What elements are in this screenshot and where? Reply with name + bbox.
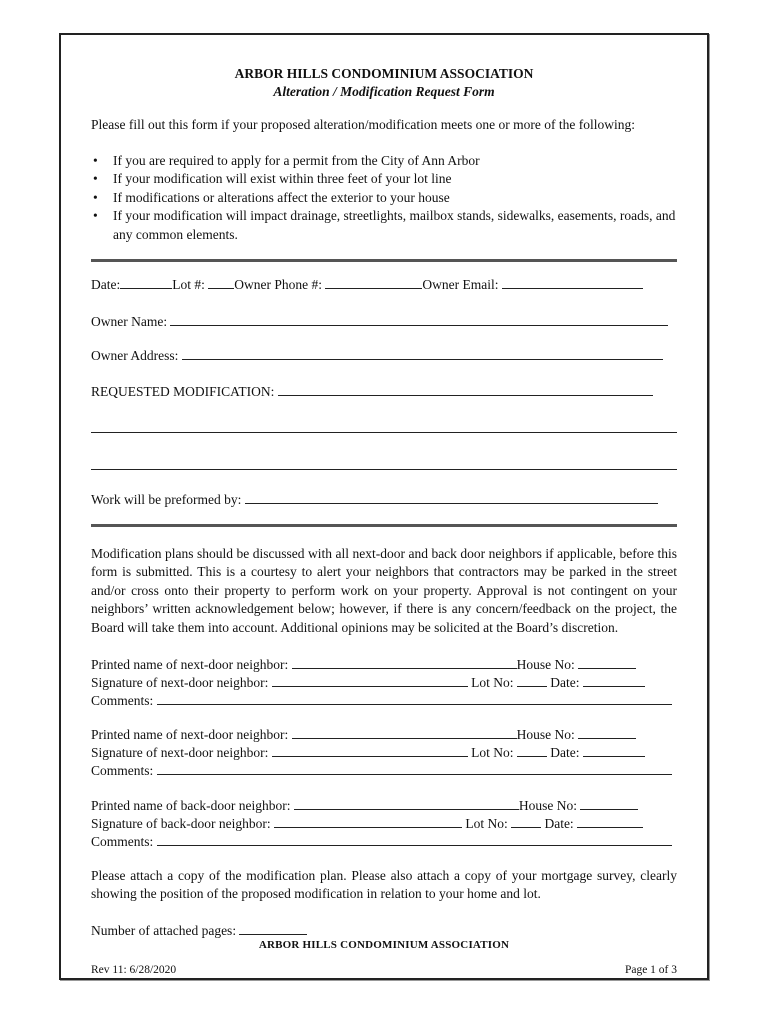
date-field[interactable]: [120, 275, 172, 289]
modification-field-line[interactable]: [91, 469, 677, 470]
neighbor-signature-field[interactable]: [272, 743, 468, 757]
neighbor-comments-row: Comments:: [91, 691, 677, 709]
revision-label: Rev 11: 6/28/2020: [91, 964, 177, 976]
association-title: ARBOR HILLS CONDOMINIUM ASSOCIATION: [234, 66, 534, 81]
list-item: • If you are required to apply for a permit from the City of Ann Arbor: [91, 152, 677, 170]
bullet-icon: •: [93, 171, 98, 187]
email-field[interactable]: [502, 275, 643, 289]
lot-number-field[interactable]: [517, 673, 547, 687]
signature-date-field[interactable]: [577, 814, 643, 828]
neighbor-signature-field[interactable]: [274, 814, 462, 828]
signature-date-field[interactable]: [583, 743, 645, 757]
intro-paragraph: Please fill out this form if your proposed alteration/modification meets one or more of the following:: [91, 117, 636, 132]
comments-field[interactable]: [157, 761, 672, 775]
owner-name-row: [91, 312, 677, 330]
comments-field[interactable]: [157, 691, 672, 705]
lot-number-field[interactable]: [517, 743, 547, 757]
attached-pages-row: [91, 921, 307, 939]
owner-address-label: Owner Address:: [91, 348, 179, 363]
neighbor-signature-row: Signature of next-door neighbor: Lot No: Date:: [91, 743, 645, 761]
lot-label: Lot #:: [172, 277, 205, 292]
lot-field[interactable]: [208, 275, 234, 289]
date-label: Date:: [91, 277, 121, 292]
owner-name-field[interactable]: [170, 312, 668, 326]
owner-address-field[interactable]: [182, 346, 663, 360]
form-subtitle: Alteration / Modification Request Form: [273, 84, 495, 99]
house-number-field[interactable]: [578, 725, 636, 739]
bullet-icon: •: [93, 189, 98, 205]
criteria-list: [91, 152, 677, 244]
attached-pages-field[interactable]: [239, 921, 307, 935]
work-performed-label: Work will be preformed by:: [91, 492, 242, 507]
bullet-icon: •: [93, 208, 98, 224]
modification-field-line[interactable]: [91, 432, 677, 433]
requested-modification-label: REQUESTED MODIFICATION:: [91, 384, 275, 399]
footer-association: ARBOR HILLS CONDOMINIUM ASSOCIATION: [258, 939, 510, 951]
list-item: • If your modification will exist within three feet of your lot line: [91, 170, 677, 188]
signature-date-field[interactable]: [583, 673, 645, 687]
house-number-field[interactable]: [580, 796, 638, 810]
work-performed-field[interactable]: [245, 490, 658, 504]
owner-info-row: [91, 275, 643, 293]
house-number-field[interactable]: [578, 655, 636, 669]
neighbor-signature-row: Signature of next-door neighbor: Lot No: Date:: [91, 673, 645, 691]
neighbor-signature-row: Signature of back-door neighbor: Lot No: Date:: [91, 814, 643, 832]
neighbor-name-field[interactable]: [292, 725, 517, 739]
list-item: • If modifications or alterations affect the exterior to your house: [91, 189, 677, 207]
neighbor-comments-row: Comments:: [91, 761, 677, 779]
comments-field[interactable]: [157, 832, 672, 846]
phone-label: Owner Phone #:: [234, 277, 322, 292]
attached-pages-label: Number of attached pages:: [91, 923, 237, 938]
phone-field[interactable]: [325, 275, 422, 289]
neighbor-printed-row: Printed name of next-door neighbor: House No:: [91, 655, 636, 673]
requested-modification-field[interactable]: [278, 382, 653, 396]
owner-address-row: [91, 346, 677, 364]
neighbor-signature-field[interactable]: [272, 673, 468, 687]
owner-name-label: Owner Name:: [91, 314, 168, 329]
lot-number-field[interactable]: [511, 814, 541, 828]
form-page: [59, 33, 709, 980]
attach-paragraph: Please attach a copy of the modification plan. Please also attach a copy of your mortgage survey, clearly showing the position of the proposed modification in relation to your home and lot.: [91, 868, 677, 902]
section-divider: [91, 259, 677, 262]
neighbor-name-field[interactable]: [294, 796, 519, 810]
email-label: Owner Email:: [422, 277, 499, 292]
requested-modification-row: [91, 382, 677, 400]
neighbor-printed-row: Printed name of back-door neighbor: House No:: [91, 796, 638, 814]
bullet-icon: •: [93, 153, 98, 168]
work-performed-row: [91, 490, 677, 508]
neighbor-printed-row: Printed name of next-door neighbor: House No:: [91, 725, 636, 743]
section-divider: [91, 524, 677, 527]
neighbor-name-field[interactable]: [292, 655, 517, 669]
page-number: Page 1 of 3: [624, 964, 677, 976]
neighbor-comments-row: Comments:: [91, 832, 677, 850]
list-item: • If your modification will impact drainage, streetlights, mailbox stands, sidewalks, easements, roads, and any common elements.: [93, 208, 676, 242]
neighbor-paragraph: Modification plans should be discussed with all next-door and back door neighbors if applicable, before this form is submitted. This is a courtesy to alert your neighbors that contractors may be parked in the street and/or cross onto their property to perform work on your property. Approval is not contingent on your neighbors’ written acknowledgement below; however, if there is any concern/feedback on the project, the Board will take them into account. Additional opinions may be solicited at the Board’s discretion.: [91, 546, 677, 635]
